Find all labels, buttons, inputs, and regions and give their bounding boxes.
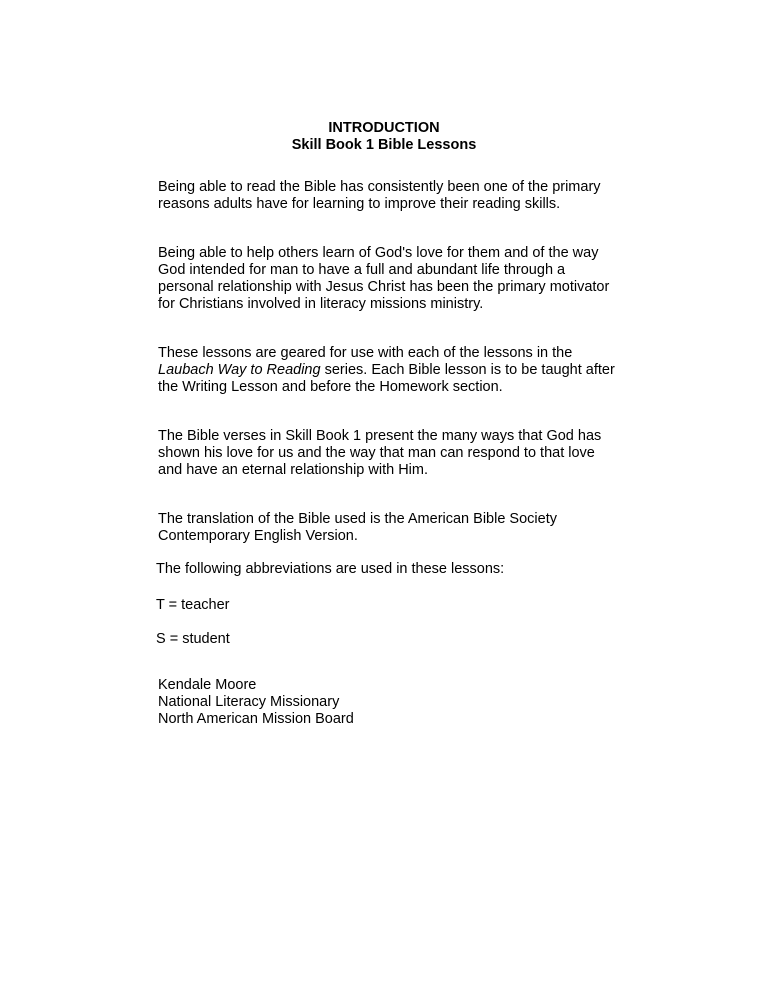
sig-role: National Literacy Missionary [158, 694, 340, 710]
abbr-student: S = student [156, 631, 230, 647]
subtitle: Skill Book 1 Bible Lessons [291, 137, 477, 153]
paragraph-5: The translation of the Bible used is the American Bible Society Contemporary English Version. [158, 511, 557, 544]
abbr-teacher: T = teacher [156, 597, 230, 613]
p3-italic: Laubach Way to Reading [158, 362, 321, 378]
paragraph-3 [158, 345, 618, 396]
sig-org: North American Mission Board [158, 711, 354, 727]
p3-text-a: These lessons are geared for use with each of the lessons in the [158, 345, 573, 361]
paragraph-2: Being able to help others learn of God's love for them and of the way God intended for man to have a full and abundant life through a personal relationship with Jesus Christ has been the primary motivator for Christians involved in literacy missions ministry. [158, 245, 610, 312]
paragraph-6: The following abbreviations are used in these lessons: [156, 561, 505, 577]
title: INTRODUCTION [328, 120, 440, 136]
paragraph-4: The Bible verses in Skill Book 1 present the many ways that God has shown his love for us and the way that man can respond to that love and have an eternal relationship with Him. [158, 428, 602, 478]
sig-name: Kendale Moore [158, 677, 257, 693]
paragraph-1: Being able to read the Bible has consistently been one of the primary reasons adults have for learning to improve their reading skills. [158, 179, 601, 212]
p3-text-b: series. Each Bible lesson is to be taught after the Writing Lesson and before the Homework section. [158, 362, 615, 395]
